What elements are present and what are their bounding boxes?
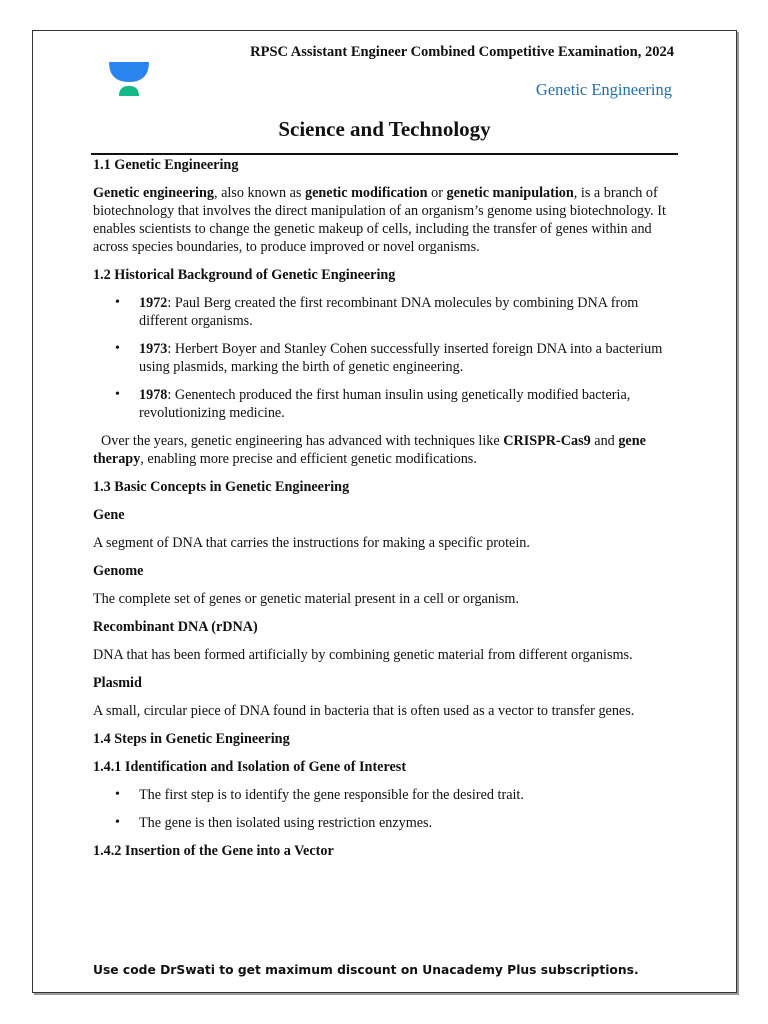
section-heading-1-2: 1.2 Historical Background of Genetic Engineering — [93, 267, 396, 283]
text-run: Over the years, genetic engineering has advanced with techniques like — [101, 433, 504, 449]
document-body — [93, 156, 677, 860]
list-item: • The gene is then isolated using restriction enzymes. — [93, 814, 677, 832]
subsection-heading-1-4-1: 1.4.1 Identification and Isolation of Gene of Interest — [93, 759, 407, 775]
bold-term: Genetic engineering — [93, 185, 214, 201]
year-label: 1978 — [139, 387, 168, 403]
term-definition: The complete set of genes or genetic material present in a cell or organism. — [93, 591, 519, 607]
history-list — [93, 294, 677, 422]
text-run: , also known as — [213, 185, 305, 201]
term-definition: A small, circular piece of DNA found in bacteria that is often used as a vector to transfer genes. — [93, 703, 635, 719]
text-run: and — [590, 433, 619, 449]
section-heading-1-3: 1.3 Basic Concepts in Genetic Engineering — [93, 479, 350, 495]
list-item-text: : Paul Berg created the first recombinant DNA molecules by combining DNA from different organisms. — [139, 295, 639, 329]
bold-term: CRISPR-Cas9 — [503, 433, 591, 449]
intro-paragraph — [93, 184, 677, 256]
term-definition: A segment of DNA that carries the instructions for making a specific protein. — [93, 535, 530, 551]
list-item: • The first step is to identify the gene responsible for the desired trait. — [93, 786, 677, 804]
list-item — [93, 340, 677, 376]
exam-title: RPSC Assistant Engineer Combined Competitive Examination, 2024 — [250, 44, 674, 60]
term-heading: Plasmid — [93, 675, 142, 691]
list-item — [93, 294, 677, 330]
text-run: , enabling more precise and efficient genetic modifications. — [140, 451, 477, 467]
section-heading-1-4: 1.4 Steps in Genetic Engineering — [93, 731, 290, 747]
text-run: or — [427, 185, 447, 201]
term-heading: Gene — [93, 507, 125, 523]
steps-list — [93, 786, 677, 832]
text-run: , is a branch of biotechnology that involves the direct manipulation of an organism’s genome using biotechnology. It enables scientists to change the genetic makeup of cells, including the transfer of genes within and across species boundaries, to produce improved or novel organisms. — [93, 185, 666, 255]
title-divider — [91, 153, 678, 155]
list-item-text: : Genentech produced the first human insulin using genetically modified bacteria, revolutionizing medicine. — [139, 387, 631, 421]
term-heading: Genome — [93, 563, 144, 579]
year-label: 1973 — [139, 341, 168, 357]
bold-term: genetic modification — [305, 185, 428, 201]
page-title: Science and Technology — [278, 117, 491, 141]
list-item — [93, 386, 677, 422]
subsection-heading-1-4-2: 1.4.2 Insertion of the Gene into a Vector — [93, 843, 334, 859]
history-summary — [93, 432, 677, 468]
bold-term: gene therapy — [93, 433, 646, 467]
topic-title: Genetic Engineering — [535, 80, 672, 99]
document-page — [32, 30, 737, 993]
year-label: 1972 — [139, 295, 168, 311]
section-heading-1-1: 1.1 Genetic Engineering — [93, 157, 239, 173]
bold-term: genetic manipulation — [446, 185, 574, 201]
list-item-text: : Herbert Boyer and Stanley Cohen successfully inserted foreign DNA into a bacterium using plasmids, marking the birth of genetic engineering. — [139, 341, 663, 375]
promo-footer: Use code DrSwati to get maximum discount on Unacademy Plus subscriptions. — [93, 963, 639, 977]
term-definition: DNA that has been formed artificially by combining genetic material from different organisms. — [93, 647, 633, 663]
unacademy-logo-icon — [108, 62, 150, 96]
term-heading: Recombinant DNA (rDNA) — [93, 619, 258, 635]
